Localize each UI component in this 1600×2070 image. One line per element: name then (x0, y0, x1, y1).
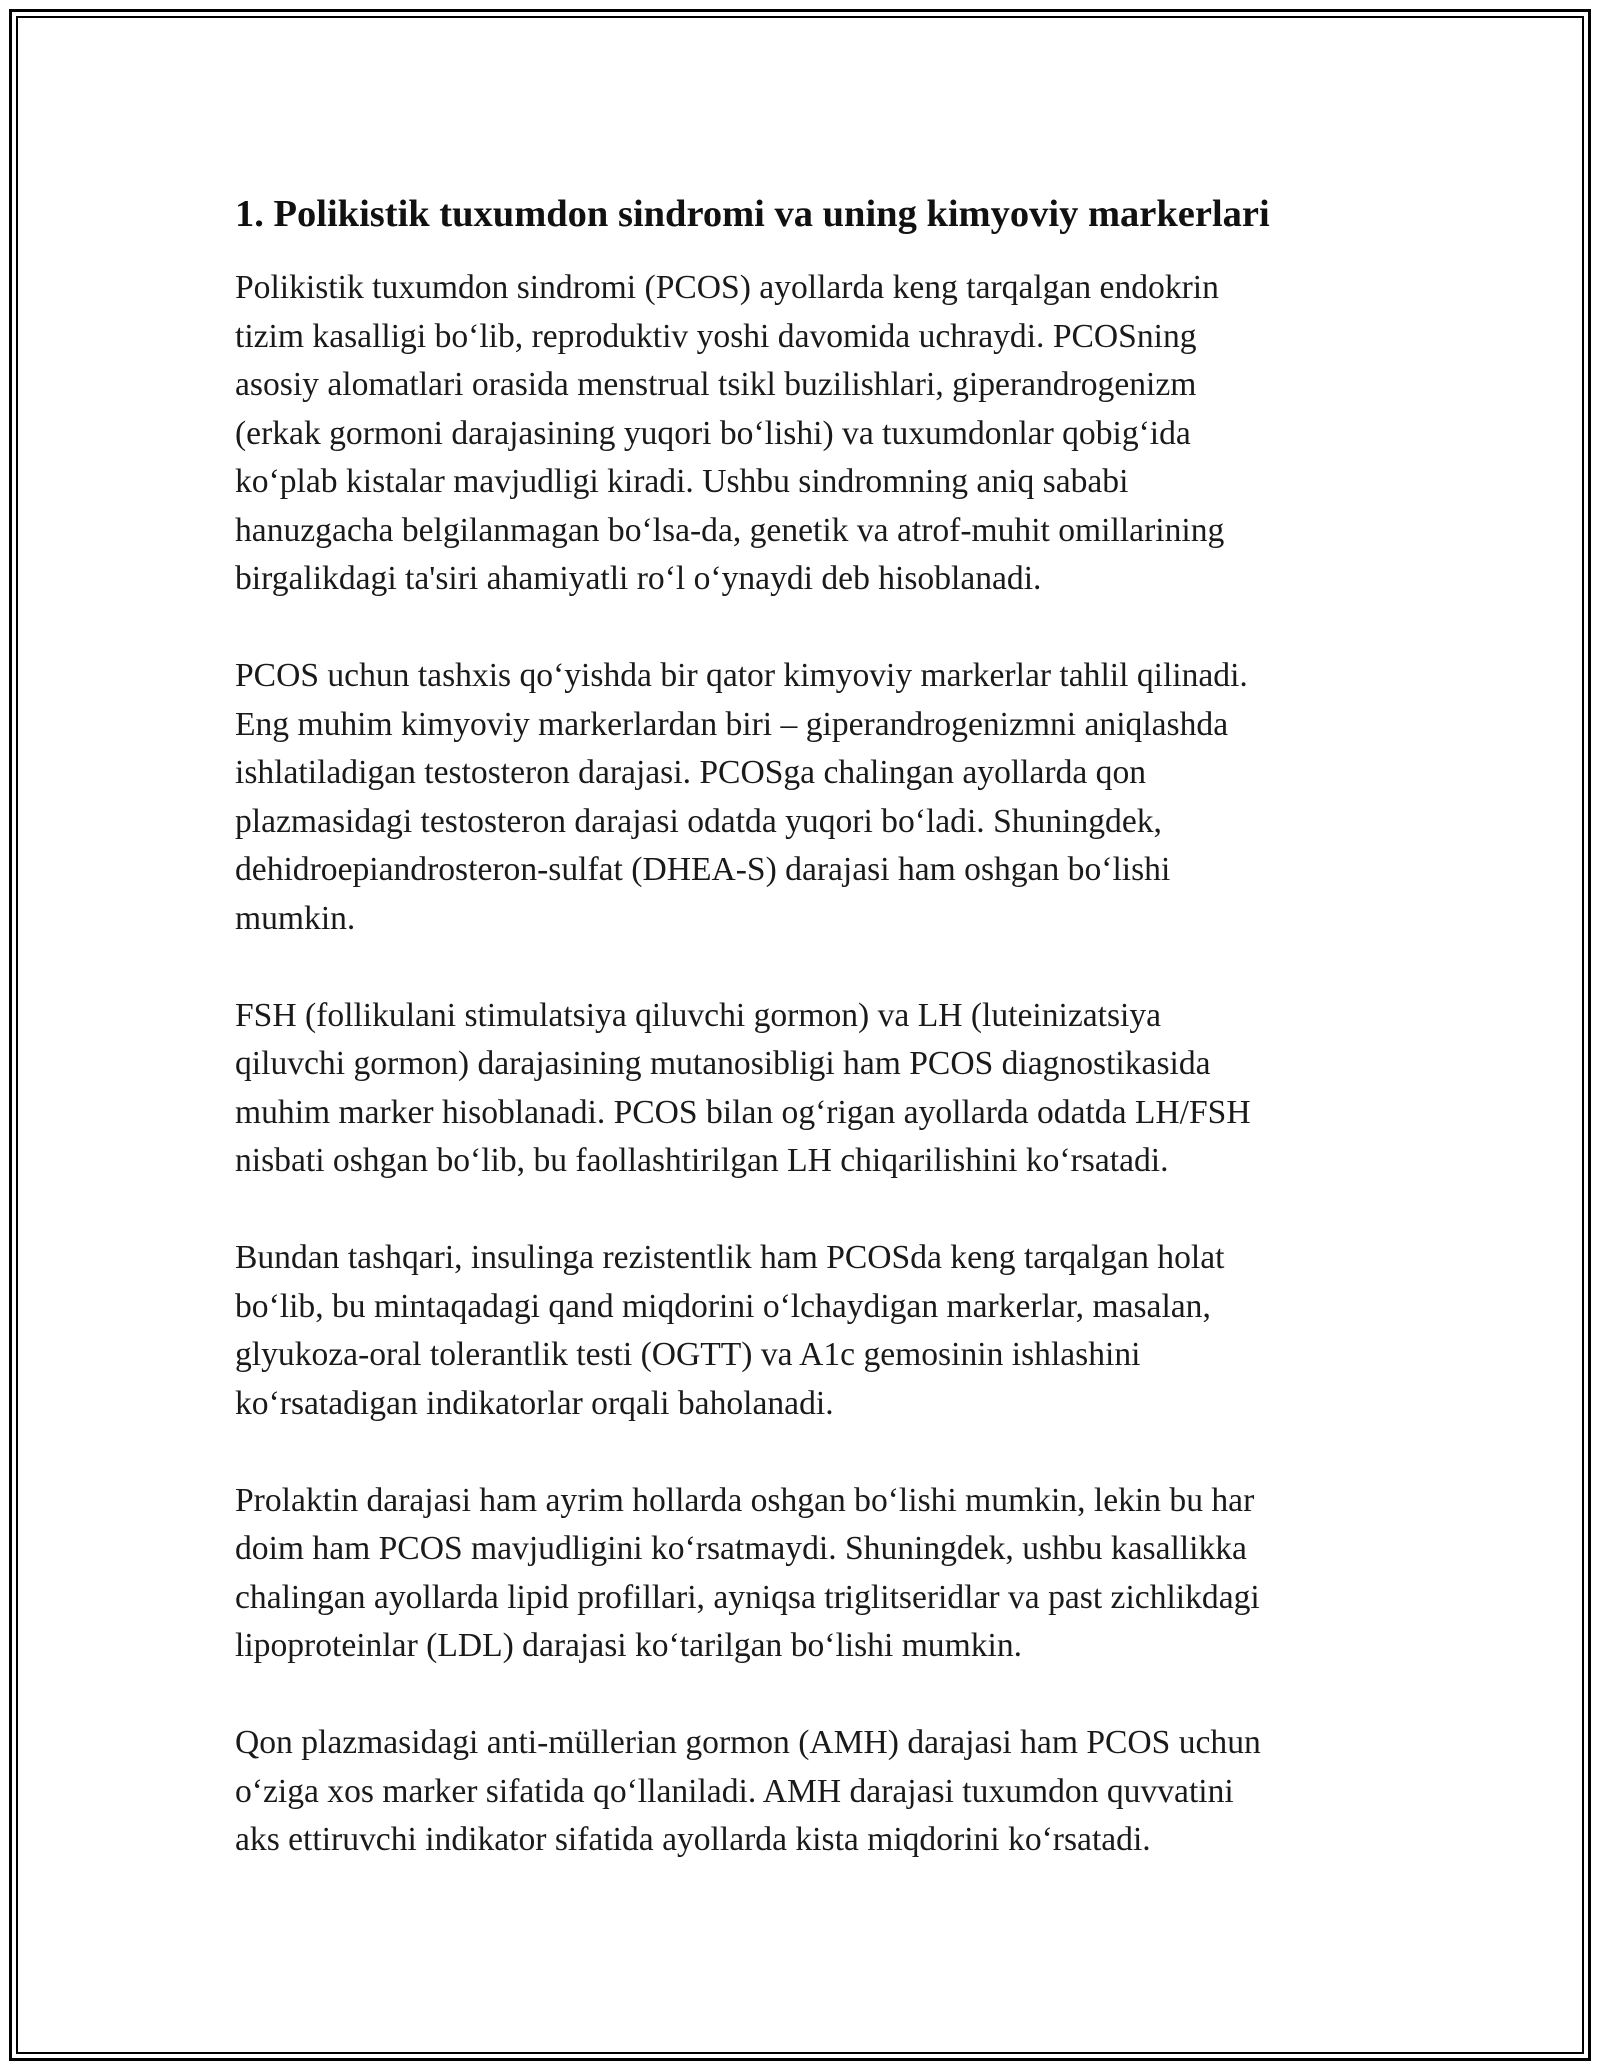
text-line: o‘ziga xos marker sifatida qo‘llaniladi. AMH darajasi tuxumdon quvvatini (235, 1772, 1234, 1810)
text-line: Prolaktin darajasi ham ayrim hollarda oshgan bo‘lishi mumkin, lekin bu har (235, 1481, 1255, 1519)
text-line: birgalikdagi ta'siri ahamiyatli ro‘l o‘ynaydi deb hisoblanadi. (235, 560, 1042, 597)
text-line: chalingan ayollarda lipid profillari, ayniqsa triglitseridlar va past zichlikdagi (235, 1578, 1260, 1616)
text-line: dehidroepiandrosteron-sulfat (DHEA-S) darajasi ham oshgan bo‘lishi (235, 851, 1171, 888)
text-line: doim ham PCOS mavjudligini ko‘rsatmaydi. Shuningdek, ushbu kasallikka (235, 1530, 1247, 1567)
text-line: muhim marker hisoblanadi. PCOS bilan og‘rigan ayollarda odatda LH/FSH (235, 1093, 1251, 1131)
text-line: Qon plazmasidagi anti-müllerian gormon (AMH) darajasi ham PCOS uchun (235, 1724, 1261, 1761)
text-line: (erkak gormoni darajasining yuqori bo‘lishi) va tuxumdonlar qobig‘ida (235, 414, 1191, 452)
text-line: nisbati oshgan bo‘lib, bu faollashtirilgan LH chiqarilishini ko‘rsatadi. (235, 1142, 1169, 1179)
paragraph-2 (235, 652, 1385, 943)
text-line: Polikistik tuxumdon sindromi (PCOS) ayollarda keng tarqalgan endokrin (235, 269, 1219, 306)
paragraph-1 (235, 264, 1385, 604)
text-line: Eng muhim kimyoviy markerlardan biri – giperandrogenizmni aniqlashda (235, 705, 1229, 743)
text-line: qiluvchi gormon) darajasining mutanosibligi ham PCOS diagnostikasida (235, 1045, 1211, 1082)
paragraph-6 (235, 1719, 1385, 1865)
text-line: mumkin. (235, 899, 356, 937)
text-line: aks ettiruvchi indikator sifatida ayollarda kista miqdorini ko‘rsatadi. (235, 1821, 1151, 1858)
text-line: ko‘rsatadigan indikatorlar orqali baholanadi. (235, 1384, 834, 1422)
section-heading: 1. Polikistik tuxumdon sindromi va uning kimyoviy markerlari (235, 193, 1270, 235)
text-line: asosiy alomatlari orasida menstrual tsikl buzilishlari, giperandrogenizm (235, 366, 1197, 403)
paragraph-4 (235, 1234, 1385, 1428)
text-line: Bundan tashqari, insulinga rezistentlik ham PCOSda keng tarqalgan holat (235, 1239, 1225, 1276)
text-line: PCOS uchun tashxis qo‘yishda bir qator kimyoviy markerlar tahlil qilinadi. (235, 657, 1248, 694)
paragraph-5 (235, 1477, 1385, 1671)
text-line: bo‘lib, bu mintaqadagi qand miqdorini o‘lchaydigan markerlar, masalan, (235, 1287, 1211, 1325)
text-line: ko‘plab kistalar mavjudligi kiradi. Ushbu sindromning aniq sababi (235, 463, 1129, 500)
text-line: FSH (follikulani stimulatsiya qiluvchi gormon) va LH (luteinizatsiya (235, 996, 1162, 1034)
document-content (235, 186, 1385, 1913)
text-line: tizim kasalligi bo‘lib, reproduktiv yoshi davomida uchraydi. PCOSning (235, 317, 1197, 355)
text-line: plazmasidagi testosteron darajasi odatda yuqori bo‘ladi. Shuningdek, (235, 802, 1162, 840)
text-line: ishlatiladigan testosteron darajasi. PCOSga chalingan ayollarda qon (235, 754, 1147, 791)
text-line: hanuzgacha belgilanmagan bo‘lsa-da, genetik va atrof-muhit omillarining (235, 511, 1225, 549)
text-line: glyukoza-oral tolerantlik testi (OGTT) va A1c gemosinin ishlashini (235, 1336, 1141, 1373)
paragraph-3 (235, 992, 1385, 1186)
text-line: lipoproteinlar (LDL) darajasi ko‘tarilgan bo‘lishi mumkin. (235, 1627, 1023, 1664)
